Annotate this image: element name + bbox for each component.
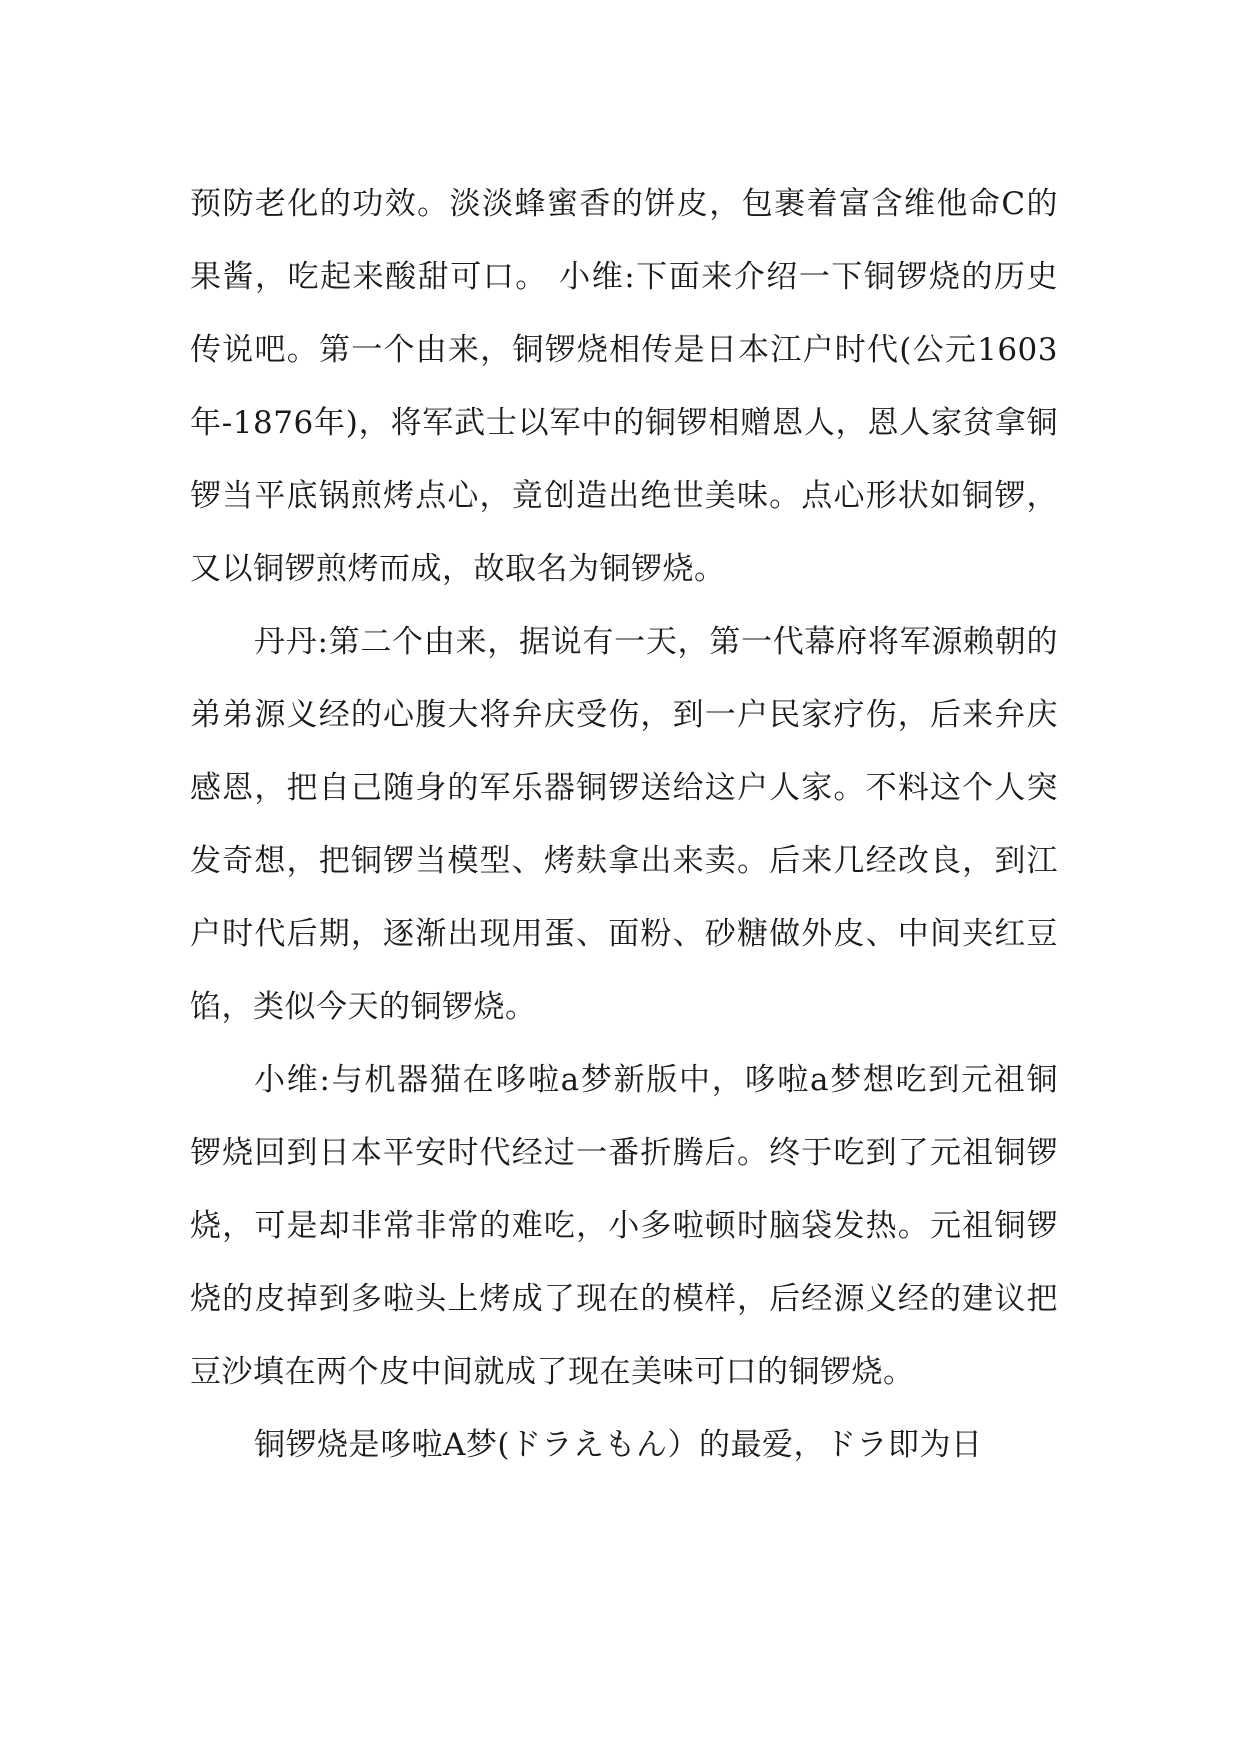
paragraph-3: 小维:与机器猫在哆啦a梦新版中，哆啦a梦想吃到元祖铜锣烧回到日本平安时代经过一番折腾后。终于吃到了元祖铜锣烧，可是却非常非常的难吃，小多啦顿时脑袋发热。元祖铜锣烧的皮掉到多啦头上烤成了现在的模样，后经源义经的建议把豆沙填在两个皮中间就成了现在美味可口的铜锣烧。 [190, 1062, 1058, 1390]
paragraph-1: 预防老化的功效。淡淡蜂蜜香的饼皮，包裹着富含维他命C的果酱，吃起来酸甜可口。 小维:下面来介绍一下铜锣烧的历史传说吧。第一个由来，铜锣烧相传是日本江户时代(公元1603年-1876年)，将军武士以军中的铜锣相赠恩人，恩人家贫拿铜锣当平底锅煎烤点心，竟创造出绝世美味。点心形状如铜锣，又以铜锣煎烤而成，故取名为铜锣烧。 [190, 186, 1058, 587]
paragraph-4: 铜锣烧是哆啦A梦(ドラえもん）的最爱，ドラ即为日 [254, 1427, 983, 1463]
body-text [190, 168, 1058, 1482]
paragraph-2: 丹丹:第二个由来，据说有一天，第一代幕府将军源赖朝的弟弟源义经的心腹大将弁庆受伤，到一户民家疗伤，后来弁庆感恩，把自己随身的军乐器铜锣送给这户人家。不料这个人突发奇想，把铜锣当模型、烤麸拿出来卖。后来几经改良，到江户时代后期，逐渐出现用蛋、面粉、砂糖做外皮、中间夹红豆馅，类似今天的铜锣烧。 [190, 624, 1058, 1025]
